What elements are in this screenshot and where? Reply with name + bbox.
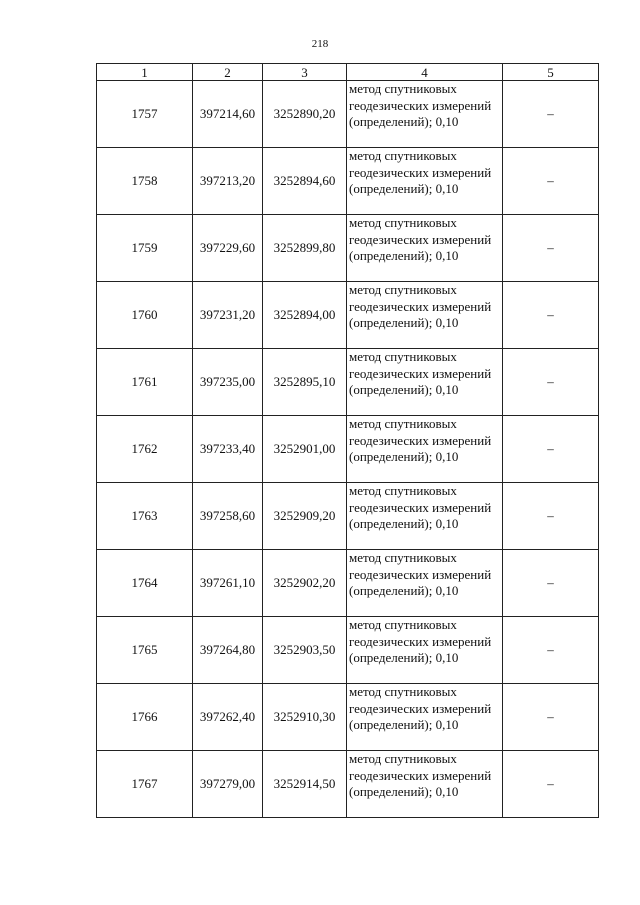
column-header-1: 1 — [97, 64, 193, 81]
table-row — [97, 81, 599, 148]
method-cell: метод спутниковых геодезических измерений (определений); 0,10 — [347, 751, 503, 818]
y-coordinate-cell: 3252895,10 — [263, 349, 347, 416]
y-coordinate-cell: 3252899,80 — [263, 215, 347, 282]
coordinates-table — [96, 63, 599, 818]
point-number-cell: 1763 — [97, 483, 193, 550]
note-cell: – — [503, 215, 599, 282]
x-coordinate-cell: 397235,00 — [193, 349, 263, 416]
method-cell: метод спутниковых геодезических измерений (определений); 0,10 — [347, 550, 503, 617]
y-coordinate-cell: 3252909,20 — [263, 483, 347, 550]
note-cell: – — [503, 148, 599, 215]
method-cell: метод спутниковых геодезических измерений (определений); 0,10 — [347, 684, 503, 751]
y-coordinate-cell: 3252894,00 — [263, 282, 347, 349]
note-cell: – — [503, 751, 599, 818]
point-number-cell: 1757 — [97, 81, 193, 148]
x-coordinate-cell: 397213,20 — [193, 148, 263, 215]
x-coordinate-cell: 397214,60 — [193, 81, 263, 148]
note-cell: – — [503, 81, 599, 148]
note-cell: – — [503, 282, 599, 349]
y-coordinate-cell: 3252910,30 — [263, 684, 347, 751]
x-coordinate-cell: 397229,60 — [193, 215, 263, 282]
x-coordinate-cell: 397262,40 — [193, 684, 263, 751]
column-header-2: 2 — [193, 64, 263, 81]
table-row — [97, 751, 599, 818]
method-cell: метод спутниковых геодезических измерений (определений); 0,10 — [347, 81, 503, 148]
y-coordinate-cell: 3252914,50 — [263, 751, 347, 818]
point-number-cell: 1760 — [97, 282, 193, 349]
x-coordinate-cell: 397279,00 — [193, 751, 263, 818]
method-cell: метод спутниковых геодезических измерений (определений); 0,10 — [347, 617, 503, 684]
x-coordinate-cell: 397264,80 — [193, 617, 263, 684]
method-cell: метод спутниковых геодезических измерений (определений); 0,10 — [347, 483, 503, 550]
table-row — [97, 349, 599, 416]
method-cell: метод спутниковых геодезических измерений (определений); 0,10 — [347, 282, 503, 349]
note-cell: – — [503, 416, 599, 483]
column-header-4: 4 — [347, 64, 503, 81]
point-number-cell: 1765 — [97, 617, 193, 684]
method-cell: метод спутниковых геодезических измерений (определений); 0,10 — [347, 349, 503, 416]
table-body — [97, 81, 599, 818]
point-number-cell: 1766 — [97, 684, 193, 751]
point-number-cell: 1764 — [97, 550, 193, 617]
table-row — [97, 617, 599, 684]
point-number-cell: 1767 — [97, 751, 193, 818]
x-coordinate-cell: 397231,20 — [193, 282, 263, 349]
method-cell: метод спутниковых геодезических измерений (определений); 0,10 — [347, 215, 503, 282]
column-header-3: 3 — [263, 64, 347, 81]
note-cell: – — [503, 684, 599, 751]
page-number: 218 — [311, 38, 329, 50]
table-row — [97, 416, 599, 483]
method-cell: метод спутниковых геодезических измерений (определений); 0,10 — [347, 148, 503, 215]
table-row — [97, 215, 599, 282]
method-cell: метод спутниковых геодезических измерений (определений); 0,10 — [347, 416, 503, 483]
table-row — [97, 148, 599, 215]
x-coordinate-cell: 397258,60 — [193, 483, 263, 550]
x-coordinate-cell: 397233,40 — [193, 416, 263, 483]
point-number-cell: 1761 — [97, 349, 193, 416]
note-cell: – — [503, 550, 599, 617]
y-coordinate-cell: 3252903,50 — [263, 617, 347, 684]
note-cell: – — [503, 617, 599, 684]
point-number-cell: 1759 — [97, 215, 193, 282]
y-coordinate-cell: 3252901,00 — [263, 416, 347, 483]
note-cell: – — [503, 349, 599, 416]
point-number-cell: 1758 — [97, 148, 193, 215]
x-coordinate-cell: 397261,10 — [193, 550, 263, 617]
y-coordinate-cell: 3252902,20 — [263, 550, 347, 617]
y-coordinate-cell: 3252894,60 — [263, 148, 347, 215]
header-row — [97, 64, 599, 81]
note-cell: – — [503, 483, 599, 550]
column-header-5: 5 — [503, 64, 599, 81]
table-row — [97, 282, 599, 349]
table-row — [97, 684, 599, 751]
table-row — [97, 550, 599, 617]
y-coordinate-cell: 3252890,20 — [263, 81, 347, 148]
point-number-cell: 1762 — [97, 416, 193, 483]
table-row — [97, 483, 599, 550]
